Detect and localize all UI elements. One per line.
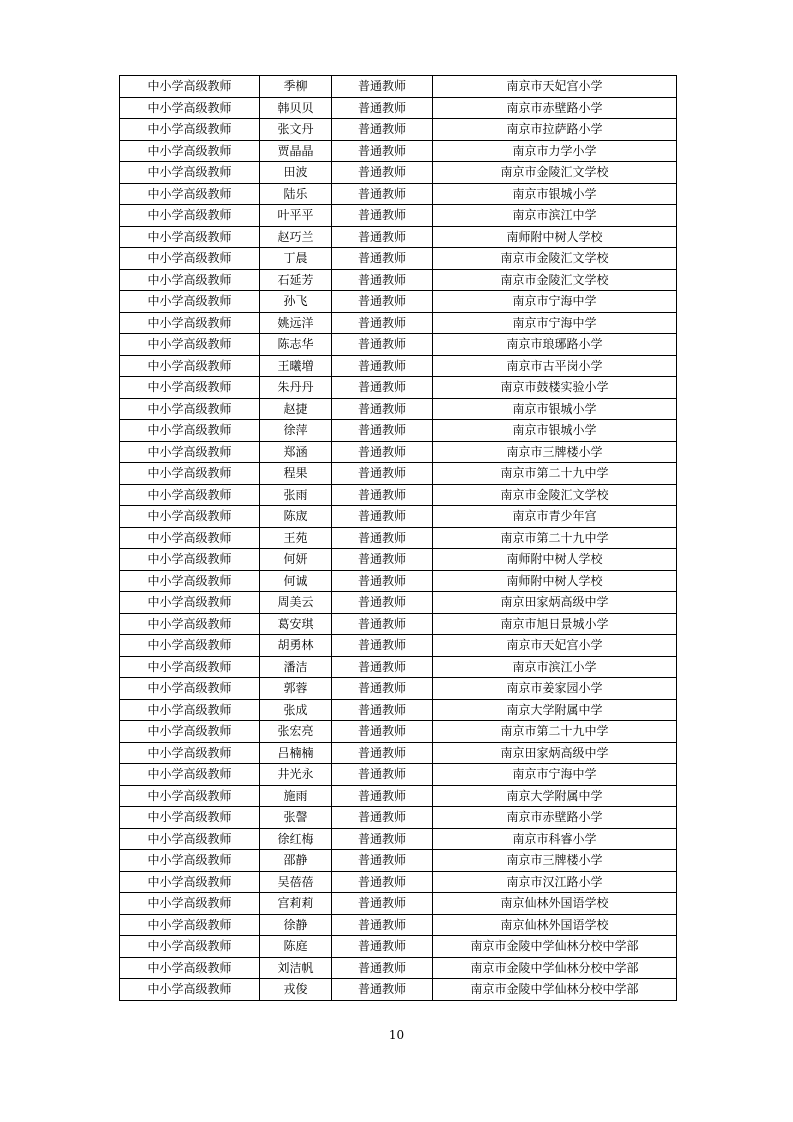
cell-school: 南京市滨江小学	[433, 656, 677, 678]
cell-role: 普通教师	[332, 140, 433, 162]
table-row	[120, 678, 677, 700]
cell-title: 中小学高级教师	[120, 527, 260, 549]
table-row	[120, 506, 677, 528]
table-row	[120, 484, 677, 506]
cell-school: 南京市金陵中学仙林分校中学部	[433, 979, 677, 1001]
cell-role: 普通教师	[332, 957, 433, 979]
cell-role: 普通教师	[332, 570, 433, 592]
cell-role: 普通教师	[332, 871, 433, 893]
cell-name: 郑涵	[260, 441, 332, 463]
cell-school: 南京仙林外国语学校	[433, 914, 677, 936]
cell-role: 普通教师	[332, 269, 433, 291]
cell-role: 普通教师	[332, 398, 433, 420]
cell-title: 中小学高级教师	[120, 807, 260, 829]
cell-school: 南京市宁海中学	[433, 291, 677, 313]
cell-school: 南京市古平岗小学	[433, 355, 677, 377]
cell-role: 普通教师	[332, 699, 433, 721]
cell-name: 韩贝贝	[260, 97, 332, 119]
cell-role: 普通教师	[332, 441, 433, 463]
page-number: 10	[388, 1028, 405, 1042]
cell-school: 南京市银城小学	[433, 183, 677, 205]
cell-school: 南京市旭日景城小学	[433, 613, 677, 635]
cell-name: 潘洁	[260, 656, 332, 678]
cell-school: 南京市第二十九中学	[433, 721, 677, 743]
table-row	[120, 248, 677, 270]
cell-name: 丁晨	[260, 248, 332, 270]
cell-role: 普通教师	[332, 764, 433, 786]
cell-role: 普通教师	[332, 549, 433, 571]
cell-role: 普通教师	[332, 312, 433, 334]
cell-school: 南师附中树人学校	[433, 226, 677, 248]
table-row	[120, 76, 677, 98]
cell-school: 南京市天妃宫小学	[433, 76, 677, 98]
cell-role: 普通教师	[332, 484, 433, 506]
cell-role: 普通教师	[332, 785, 433, 807]
cell-title: 中小学高级教师	[120, 97, 260, 119]
cell-name: 徐萍	[260, 420, 332, 442]
cell-school: 南京市金陵中学仙林分校中学部	[433, 957, 677, 979]
cell-school: 南京市赤壁路小学	[433, 97, 677, 119]
table-row	[120, 828, 677, 850]
table-row	[120, 420, 677, 442]
cell-name: 郭蓉	[260, 678, 332, 700]
table-row	[120, 205, 677, 227]
cell-title: 中小学高级教师	[120, 549, 260, 571]
cell-role: 普通教师	[332, 979, 433, 1001]
table-row	[120, 936, 677, 958]
cell-title: 中小学高级教师	[120, 205, 260, 227]
cell-title: 中小学高级教师	[120, 441, 260, 463]
teacher-roster-table	[119, 75, 677, 1001]
cell-role: 普通教师	[332, 183, 433, 205]
cell-role: 普通教师	[332, 807, 433, 829]
table-row	[120, 699, 677, 721]
cell-role: 普通教师	[332, 76, 433, 98]
cell-school: 南京市科睿小学	[433, 828, 677, 850]
cell-school: 南京市三牌楼小学	[433, 441, 677, 463]
cell-name: 陆乐	[260, 183, 332, 205]
cell-role: 普通教师	[332, 914, 433, 936]
cell-title: 中小学高级教师	[120, 420, 260, 442]
cell-role: 普通教师	[332, 678, 433, 700]
cell-name: 施雨	[260, 785, 332, 807]
cell-name: 姚远洋	[260, 312, 332, 334]
cell-name: 张謦	[260, 807, 332, 829]
cell-role: 普通教师	[332, 377, 433, 399]
cell-school: 南京市金陵中学仙林分校中学部	[433, 936, 677, 958]
table-row	[120, 742, 677, 764]
cell-name: 程果	[260, 463, 332, 485]
cell-name: 何诚	[260, 570, 332, 592]
cell-role: 普通教师	[332, 355, 433, 377]
cell-role: 普通教师	[332, 162, 433, 184]
cell-role: 普通教师	[332, 656, 433, 678]
table-row	[120, 97, 677, 119]
cell-name: 刘洁帆	[260, 957, 332, 979]
cell-title: 中小学高级教师	[120, 914, 260, 936]
cell-name: 陈志华	[260, 334, 332, 356]
cell-name: 王曦増	[260, 355, 332, 377]
cell-title: 中小学高级教师	[120, 936, 260, 958]
cell-school: 南京市鼓楼实验小学	[433, 377, 677, 399]
cell-school: 南京市第二十九中学	[433, 527, 677, 549]
cell-name: 田波	[260, 162, 332, 184]
cell-title: 中小学高级教师	[120, 119, 260, 141]
cell-name: 张宏亮	[260, 721, 332, 743]
table-row	[120, 570, 677, 592]
cell-title: 中小学高级教师	[120, 226, 260, 248]
cell-role: 普通教师	[332, 97, 433, 119]
cell-name: 陈庭	[260, 936, 332, 958]
cell-name: 石延芳	[260, 269, 332, 291]
cell-role: 普通教师	[332, 613, 433, 635]
cell-school: 南师附中树人学校	[433, 570, 677, 592]
cell-role: 普通教师	[332, 291, 433, 313]
table-row	[120, 377, 677, 399]
cell-title: 中小学高级教师	[120, 721, 260, 743]
cell-title: 中小学高级教师	[120, 76, 260, 98]
table-row	[120, 183, 677, 205]
table-row	[120, 398, 677, 420]
cell-school: 南京市金陵汇文学校	[433, 248, 677, 270]
table-row	[120, 785, 677, 807]
cell-role: 普通教师	[332, 527, 433, 549]
cell-name: 何妍	[260, 549, 332, 571]
cell-role: 普通教师	[332, 119, 433, 141]
table-row	[120, 957, 677, 979]
cell-role: 普通教师	[332, 742, 433, 764]
cell-school: 南京市金陵汇文学校	[433, 162, 677, 184]
cell-name: 吴蓓蓓	[260, 871, 332, 893]
table-row	[120, 226, 677, 248]
table-row	[120, 291, 677, 313]
cell-role: 普通教师	[332, 248, 433, 270]
cell-school: 南京市三牌楼小学	[433, 850, 677, 872]
cell-name: 邵静	[260, 850, 332, 872]
cell-school: 南京市宁海中学	[433, 764, 677, 786]
cell-title: 中小学高级教师	[120, 957, 260, 979]
table-row	[120, 807, 677, 829]
cell-name: 张文丹	[260, 119, 332, 141]
cell-school: 南京市银城小学	[433, 398, 677, 420]
cell-title: 中小学高级教师	[120, 570, 260, 592]
cell-school: 南京市第二十九中学	[433, 463, 677, 485]
cell-name: 张成	[260, 699, 332, 721]
cell-name: 陈宬	[260, 506, 332, 528]
cell-title: 中小学高级教师	[120, 828, 260, 850]
cell-title: 中小学高级教师	[120, 506, 260, 528]
cell-school: 南京大学附属中学	[433, 785, 677, 807]
table-row	[120, 764, 677, 786]
cell-title: 中小学高级教师	[120, 785, 260, 807]
cell-role: 普通教师	[332, 463, 433, 485]
cell-school: 南京田家炳高级中学	[433, 742, 677, 764]
cell-name: 徐静	[260, 914, 332, 936]
cell-school: 南京市赤壁路小学	[433, 807, 677, 829]
cell-title: 中小学高级教师	[120, 613, 260, 635]
cell-name: 孙飞	[260, 291, 332, 313]
cell-name: 王苑	[260, 527, 332, 549]
cell-title: 中小学高级教师	[120, 678, 260, 700]
cell-title: 中小学高级教师	[120, 592, 260, 614]
cell-title: 中小学高级教师	[120, 312, 260, 334]
table-row	[120, 721, 677, 743]
table-row	[120, 979, 677, 1001]
table-row	[120, 140, 677, 162]
cell-name: 张雨	[260, 484, 332, 506]
cell-school: 南京市金陵汇文学校	[433, 484, 677, 506]
cell-name: 叶平平	[260, 205, 332, 227]
cell-title: 中小学高级教师	[120, 248, 260, 270]
cell-name: 吕楠楠	[260, 742, 332, 764]
cell-title: 中小学高级教师	[120, 183, 260, 205]
table-row	[120, 441, 677, 463]
table-row	[120, 355, 677, 377]
table-row	[120, 613, 677, 635]
table-row	[120, 334, 677, 356]
cell-school: 南京市琅琊路小学	[433, 334, 677, 356]
cell-school: 南京市力学小学	[433, 140, 677, 162]
table-row	[120, 656, 677, 678]
table-row	[120, 893, 677, 915]
cell-role: 普通教师	[332, 420, 433, 442]
cell-name: 贾晶晶	[260, 140, 332, 162]
table-row	[120, 162, 677, 184]
cell-school: 南京田家炳高级中学	[433, 592, 677, 614]
table-row	[120, 592, 677, 614]
cell-role: 普通教师	[332, 205, 433, 227]
cell-name: 宫莉莉	[260, 893, 332, 915]
table-row	[120, 914, 677, 936]
cell-title: 中小学高级教师	[120, 850, 260, 872]
cell-name: 赵巧兰	[260, 226, 332, 248]
cell-title: 中小学高级教师	[120, 699, 260, 721]
cell-title: 中小学高级教师	[120, 269, 260, 291]
cell-school: 南京仙林外国语学校	[433, 893, 677, 915]
cell-school: 南京市拉萨路小学	[433, 119, 677, 141]
cell-name: 周美云	[260, 592, 332, 614]
cell-role: 普通教师	[332, 828, 433, 850]
cell-title: 中小学高级教师	[120, 893, 260, 915]
cell-title: 中小学高级教师	[120, 291, 260, 313]
cell-school: 南京市金陵汇文学校	[433, 269, 677, 291]
cell-role: 普通教师	[332, 721, 433, 743]
cell-school: 南师附中树人学校	[433, 549, 677, 571]
table-row	[120, 312, 677, 334]
table-row	[120, 269, 677, 291]
cell-school: 南京市青少年宫	[433, 506, 677, 528]
cell-school: 南京市宁海中学	[433, 312, 677, 334]
cell-role: 普通教师	[332, 334, 433, 356]
table-row	[120, 850, 677, 872]
table-row	[120, 549, 677, 571]
table-row	[120, 635, 677, 657]
cell-title: 中小学高级教师	[120, 355, 260, 377]
cell-role: 普通教师	[332, 936, 433, 958]
cell-role: 普通教师	[332, 893, 433, 915]
cell-title: 中小学高级教师	[120, 377, 260, 399]
cell-name: 赵捷	[260, 398, 332, 420]
cell-title: 中小学高级教师	[120, 398, 260, 420]
cell-name: 葛安琪	[260, 613, 332, 635]
cell-school: 南京大学附属中学	[433, 699, 677, 721]
table-row	[120, 871, 677, 893]
cell-title: 中小学高级教师	[120, 635, 260, 657]
cell-role: 普通教师	[332, 850, 433, 872]
cell-role: 普通教师	[332, 635, 433, 657]
cell-title: 中小学高级教师	[120, 484, 260, 506]
cell-role: 普通教师	[332, 592, 433, 614]
teacher-roster-body	[120, 76, 677, 1001]
cell-role: 普通教师	[332, 226, 433, 248]
cell-title: 中小学高级教师	[120, 463, 260, 485]
cell-title: 中小学高级教师	[120, 742, 260, 764]
cell-title: 中小学高级教师	[120, 334, 260, 356]
cell-name: 戎俊	[260, 979, 332, 1001]
cell-school: 南京市滨江中学	[433, 205, 677, 227]
table-row	[120, 527, 677, 549]
cell-school: 南京市天妃宫小学	[433, 635, 677, 657]
table-row	[120, 119, 677, 141]
cell-name: 井光永	[260, 764, 332, 786]
cell-title: 中小学高级教师	[120, 764, 260, 786]
cell-school: 南京市汉江路小学	[433, 871, 677, 893]
table-row	[120, 463, 677, 485]
cell-name: 徐红梅	[260, 828, 332, 850]
cell-title: 中小学高级教师	[120, 656, 260, 678]
cell-name: 胡勇林	[260, 635, 332, 657]
cell-title: 中小学高级教师	[120, 162, 260, 184]
cell-title: 中小学高级教师	[120, 979, 260, 1001]
cell-title: 中小学高级教师	[120, 871, 260, 893]
cell-name: 朱丹丹	[260, 377, 332, 399]
cell-school: 南京市银城小学	[433, 420, 677, 442]
cell-name: 季柳	[260, 76, 332, 98]
cell-title: 中小学高级教师	[120, 140, 260, 162]
cell-role: 普通教师	[332, 506, 433, 528]
cell-school: 南京市姜家园小学	[433, 678, 677, 700]
